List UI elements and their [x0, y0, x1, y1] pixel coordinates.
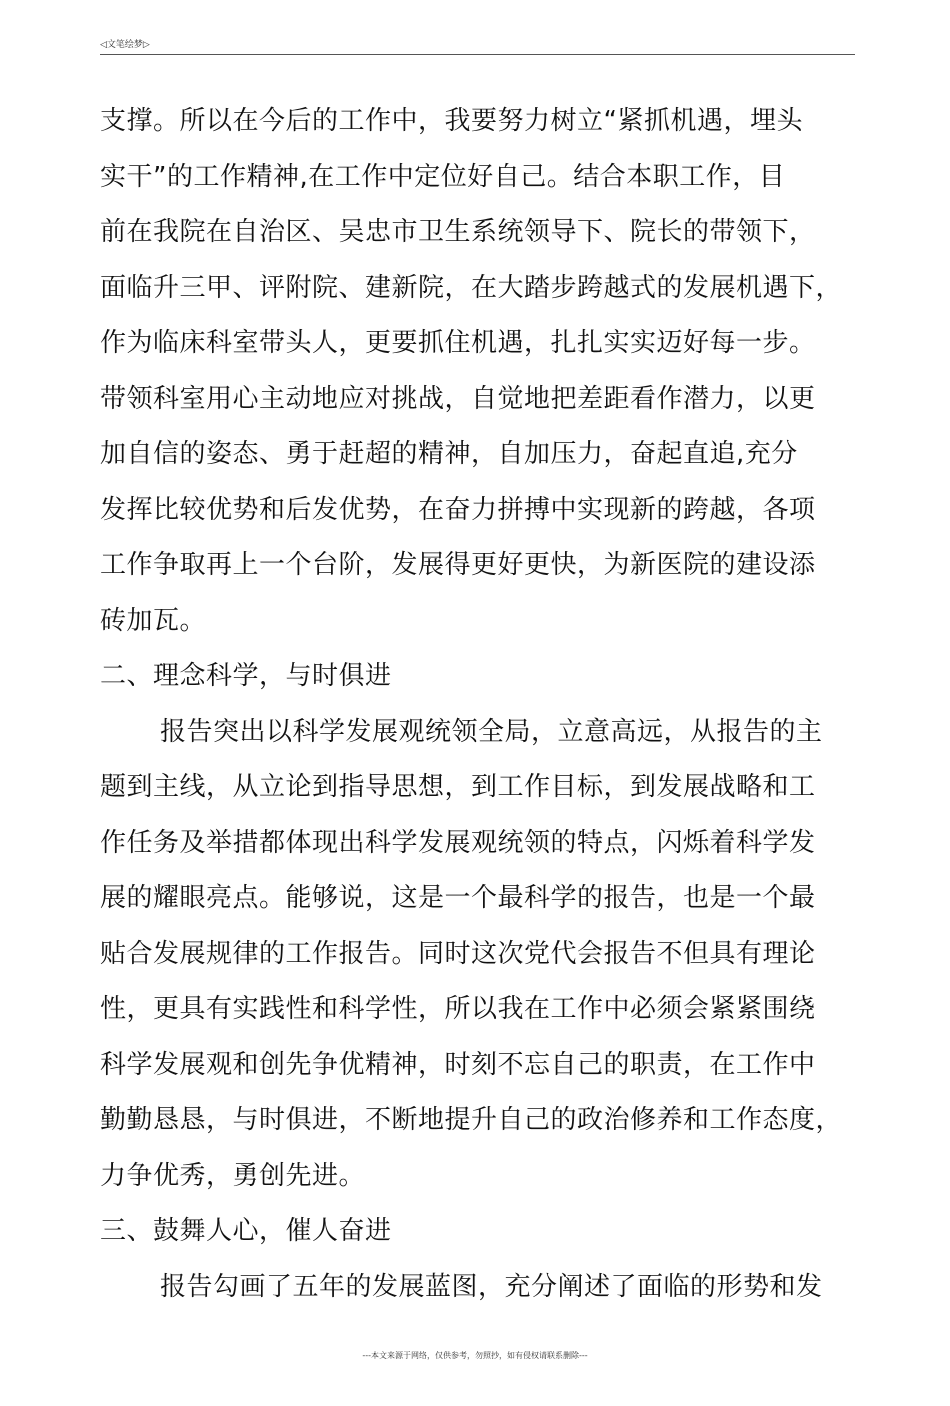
paragraph-line: 贴合发展规律的工作报告。同时这次党代会报告不但具有理论 [100, 938, 816, 969]
section-heading: 三、鼓舞人心，催人奋进 [100, 1216, 392, 1246]
paragraph-line: 砖加瓦。 [100, 605, 207, 636]
paragraph-line: 报告勾画了五年的发展蓝图，充分阐述了面临的形势和发 [160, 1271, 823, 1302]
paragraph-line: 性，更具有实践性和科学性，所以我在工作中必须会紧紧围绕 [100, 994, 816, 1024]
paragraph-line: 发挥比较优势和后发优势，在奋力拼搏中实现新的跨越，各项 [100, 494, 816, 525]
document-body [100, 94, 860, 1315]
page-footer: ---本文来源于网络，仅供参考，勿照抄，如有侵权请联系删除--- [362, 1351, 588, 1360]
paragraph-line: 报告突出以科学发展观统领全局，立意高远，从报告的主 [160, 716, 823, 747]
header-text: ◁文笔绘梦▷ [100, 40, 150, 50]
paragraph-line: 前在我院在自治区、吴忠市卫生系统领导下、院长的带领下， [100, 217, 816, 247]
paragraph-line: 作为临床科室带头人，更要抓住机遇，扎扎实实迈好每一步。 [100, 328, 816, 358]
paragraph-line: 加自信的姿态、勇于赶超的精神，自加压力，奋起直追,充分 [100, 439, 798, 469]
paragraph-line: 面临升三甲、评附院、建新院，在大踏步跨越式的发展机遇下， [100, 272, 843, 303]
paragraph-line: 展的耀眼亮点。能够说，这是一个最科学的报告，也是一个最 [100, 883, 816, 913]
paragraph-line: 科学发展观和创先争优精神，时刻不忘自己的职责，在工作中 [100, 1049, 816, 1080]
paragraph-line: 力争优秀，勇创先进。 [100, 1160, 366, 1191]
paragraph-line: 带领科室用心主动地应对挑战，自觉地把差距看作潜力，以更 [100, 383, 816, 414]
page-header [100, 38, 855, 55]
paragraph-line: 实干”的工作精神,在工作中定位好自己。结合本职工作，目 [100, 161, 786, 192]
paragraph-line: 支撑。所以在今后的工作中，我要努力树立“紧抓机遇，埋头 [100, 106, 803, 136]
section-heading: 二、理念科学，与时俱进 [100, 661, 392, 691]
paragraph-line: 题到主线，从立论到指导思想，到工作目标，到发展战略和工 [100, 772, 816, 802]
paragraph-line: 作任务及举措都体现出科学发展观统领的特点，闪烁着科学发 [100, 827, 816, 858]
paragraph-line: 勤勤恳恳，与时俱进，不断地提升自己的政治修养和工作态度， [100, 1105, 843, 1135]
paragraph-line: 工作争取再上一个台阶，发展得更好更快，为新医院的建设添 [100, 550, 816, 580]
